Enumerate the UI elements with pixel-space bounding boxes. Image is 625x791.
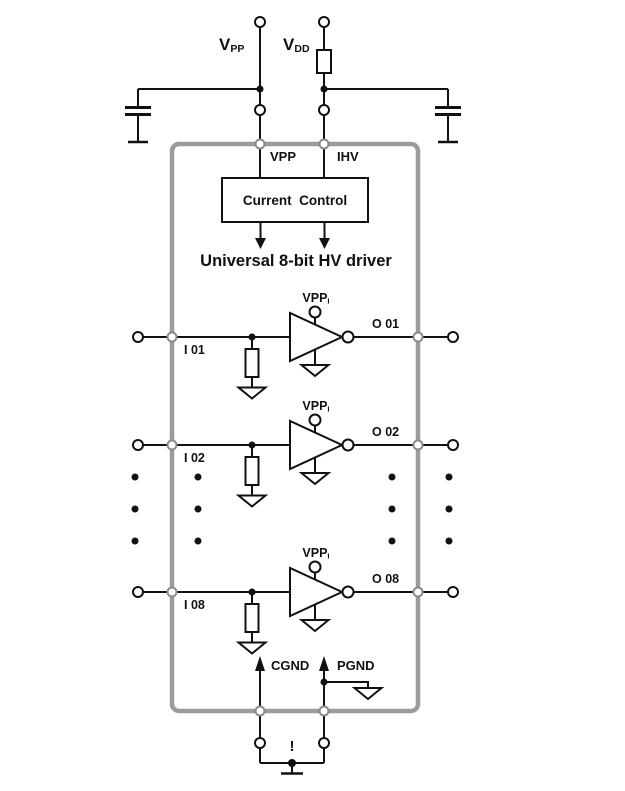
output-node	[343, 440, 354, 451]
input-resistor	[246, 457, 259, 485]
pin-label-pgnd: PGND	[337, 658, 375, 673]
input-label: I 01	[184, 343, 205, 357]
chip-title: Universal 8-bit HV driver	[200, 252, 392, 270]
continuation-dots	[132, 474, 453, 545]
ground-icon	[302, 473, 329, 484]
junction-dot	[257, 86, 264, 93]
junction-dot	[249, 334, 256, 341]
vppi-base: VPP	[302, 291, 328, 305]
chip-pin	[320, 707, 329, 716]
external-terminal	[255, 738, 265, 748]
current-control-outputs	[261, 222, 325, 239]
output-node	[343, 332, 354, 343]
input-label: I 02	[184, 451, 205, 465]
ground-icon	[239, 643, 266, 654]
vpp-sub: PP	[230, 42, 245, 55]
up-arrow-icon	[319, 656, 329, 671]
external-terminal	[133, 332, 143, 342]
chip-pin	[320, 140, 329, 149]
warning-mark: !	[289, 738, 295, 755]
junction-dot	[249, 589, 256, 596]
output-label: O 02	[372, 425, 400, 439]
ground-icon	[355, 688, 382, 699]
vppi-sub: I	[327, 404, 330, 414]
output-node	[343, 587, 354, 598]
down-arrow-icon	[319, 238, 330, 249]
external-terminal	[133, 440, 143, 450]
ground-icon	[239, 388, 266, 399]
vdd-supply-label	[283, 36, 310, 54]
input-resistor	[246, 604, 259, 632]
vpp-supply-label	[219, 36, 244, 54]
external-terminal	[133, 587, 143, 597]
chip-pin	[256, 140, 265, 149]
external-terminal	[255, 17, 265, 27]
vppi-sub: I	[327, 296, 330, 306]
external-terminal	[448, 440, 458, 450]
chip-pin	[414, 588, 423, 597]
chip-pin	[168, 588, 177, 597]
chip-pin	[256, 707, 265, 716]
ground-icon	[302, 365, 329, 376]
junction-dot	[249, 442, 256, 449]
ground-section	[255, 656, 382, 774]
channel-2	[133, 415, 458, 507]
vppi-terminal	[310, 307, 321, 318]
vdd-base: V	[283, 35, 295, 54]
vppi-sub: I	[327, 551, 330, 561]
external-terminal	[319, 738, 329, 748]
chip-pin	[414, 441, 423, 450]
vppi-base: VPP	[302, 399, 328, 413]
chip-pin	[414, 333, 423, 342]
current-control-label: Current Control	[242, 192, 348, 208]
vdd-sub: DD	[294, 42, 310, 55]
vpp-base: V	[219, 35, 231, 54]
pin-label-ihv: IHV	[337, 149, 359, 164]
external-terminal	[448, 587, 458, 597]
input-label: I 08	[184, 598, 205, 612]
chip-pin	[168, 333, 177, 342]
vppi-base: VPP	[302, 546, 328, 560]
channel-1	[133, 307, 458, 399]
vdd-resistor	[317, 50, 331, 73]
channel-8	[133, 562, 458, 654]
vppi-label	[294, 547, 338, 560]
vppi-label	[294, 400, 338, 413]
vppi-terminal	[310, 415, 321, 426]
junction-dot	[288, 759, 296, 767]
vppi-label	[294, 292, 338, 305]
up-arrow-icon	[255, 656, 265, 671]
external-terminal	[255, 105, 265, 115]
pin-label-cgnd: CGND	[271, 658, 310, 673]
junction-dot	[321, 679, 328, 686]
chip-pin	[168, 441, 177, 450]
input-resistor	[246, 349, 259, 377]
output-label: O 01	[372, 317, 400, 331]
pin-label-vpp: VPP	[270, 149, 297, 164]
ground-icon	[302, 620, 329, 631]
output-label: O 08	[372, 572, 400, 586]
down-arrow-icon	[255, 238, 266, 249]
junction-dot	[321, 86, 328, 93]
ground-icon	[239, 496, 266, 507]
external-terminal	[319, 105, 329, 115]
external-terminal	[448, 332, 458, 342]
external-terminal	[319, 17, 329, 27]
vppi-terminal	[310, 562, 321, 573]
